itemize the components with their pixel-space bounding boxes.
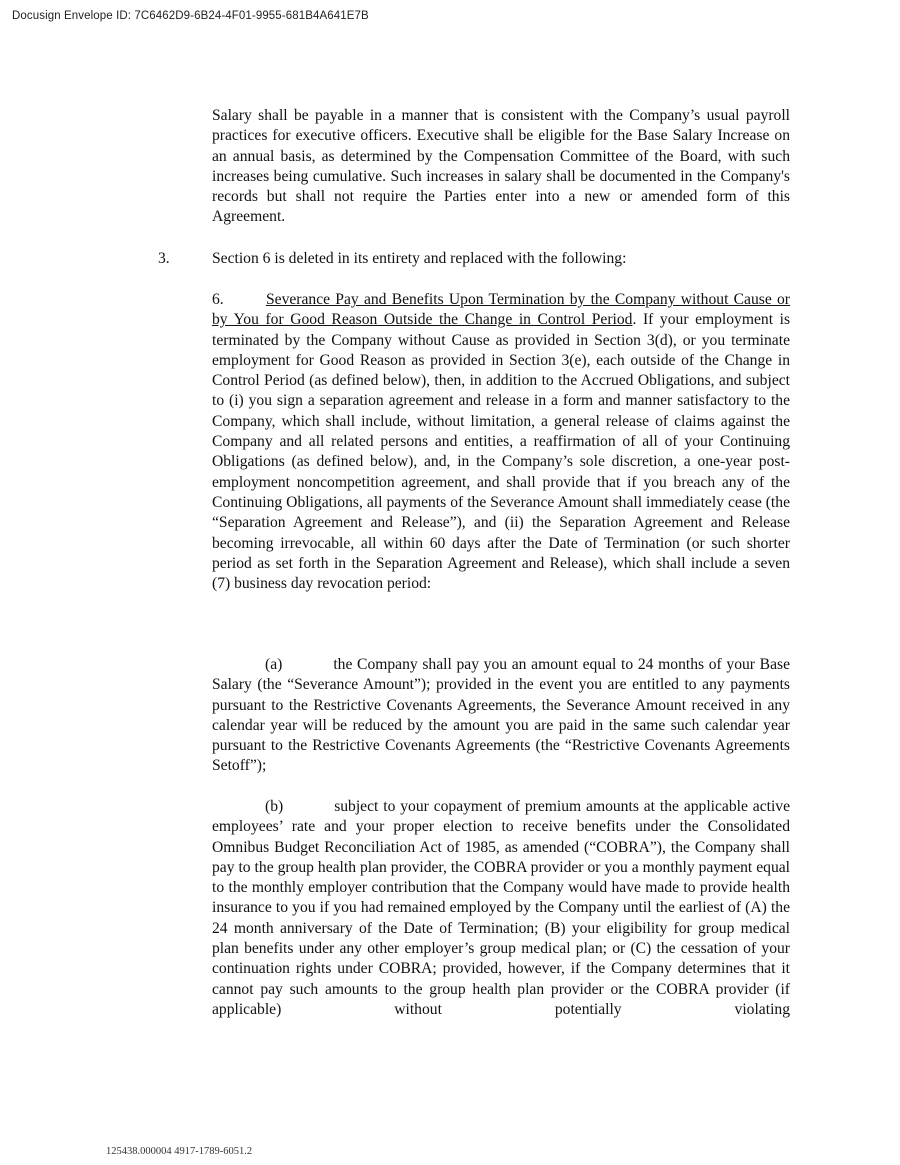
subsection-b-text: subject to your copayment of premium amounts at the applicable active employees’ rate and your proper election to receive benefits under the Consolidated Omnibus Budget Reconciliation Act of 1985, as amended (“COBRA”), the Company shall pay to the group health plan provider, the COBRA provider or you a monthly payment equal to the monthly employer contribution that the Company would have made to provide health insurance to you if you had remained employed by the Company until the earliest of (A) the 24 month anniversary of the Date of Termination; (B) your eligibility for group medical plan benefits under any other employer’s group medical plan; or (C) the cessation of your continuation rights under COBRA; provided, however, if the Company determines that it cannot pay such amounts to the group health plan provider or the COBRA provider (if applicable) without potentially violating [212,798,790,1018]
section-6-heading-end: . [632,311,637,329]
section-6-heading: Severance Pay and Benefits Upon Termination by the Company without Cause or by You for Good Reason Outside the Change in Control Period [212,291,790,329]
subsection-a-paragraph [212,655,790,777]
envelope-id-header: Docusign Envelope ID: 7C6462D9-6B24-4F01-9955-681B4A641E7B [12,10,369,22]
section-6-number: 6. [212,291,224,308]
section-6-paragraph [212,290,790,594]
subsection-b-label: (b) [265,798,284,815]
document-footer-id: 125438.000004 4917-1789-6051.2 [106,1146,253,1157]
subsection-a-text: the Company shall pay you an amount equal to 24 months of your Base Salary (the “Severance Amount”); provided in the event you are entitled to any payments pursuant to the Restrictive Covenants Agreements, the Severance Amount received in any calendar year will be reduced by the amount you are paid in the same such calendar year pursuant to the Restrictive Covenants Agreements (the “Restrictive Covenants Agreements Setoff”); [212,656,790,775]
subsection-a-label: (a) [265,656,283,673]
item-3-number: 3. [158,250,170,267]
section-6-body: If your employment is terminated by the Company without Cause as provided in Section 3(d), or you terminate employment for Good Reason as provided in Section 3(e), each outside of the Change in Control Period (as defined below), then, in addition to the Accrued Obligations, and subject to (i) you sign a separation agreement and release in a form and manner satisfactory to the Company, which shall include, without limitation, a general release of claims against the Company and all related persons and entities, a reaffirmation of all of your Continuing Obligations (as defined below), and, in the Company’s sole discretion, a one-year post-employment noncompetition agreement, and shall provide that if you breach any of the Continuing Obligations, all payments of the Severance Amount shall immediately cease (the “Separation Agreement and Release”), and (ii) the Separation Agreement and Release becoming irrevocable, all within 60 days after the Date of Termination (or such shorter period as set forth in the Separation Agreement and Release), which shall include a seven (7) business day revocation period: [212,311,791,593]
subsection-b-paragraph [212,797,790,1020]
item-3-text: Section 6 is deleted in its entirety and replaced with the following: [212,250,627,267]
salary-paragraph: Salary shall be payable in a manner that is consistent with the Company’s usual payroll practices for executive officers. Executive shall be eligible for the Base Salary Increase on an annual basis, as determined by the Compensation Committee of the Board, with such increases being cumulative. Such increases in salary shall be documented in the Company's records but shall not require the Parties enter into a new or amended form of this Agreement. [212,107,790,226]
